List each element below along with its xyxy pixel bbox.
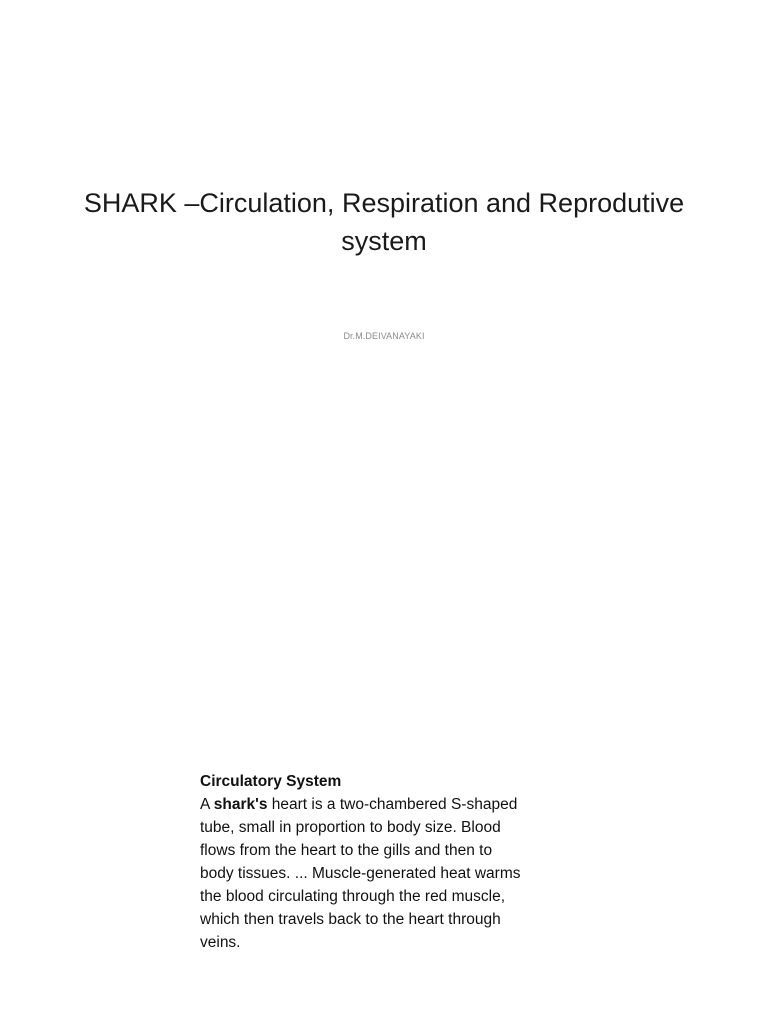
body-line-6: which then travels back to the heart through [200, 911, 501, 928]
title-line-2: system [341, 226, 427, 256]
body-line-7: veins. [200, 934, 241, 951]
body-line-4: body tissues. ... Muscle-generated heat warms [200, 865, 521, 882]
title-line-1: SHARK –Circulation, Respiration and Reprodutive [83, 188, 685, 218]
body-line-3: flows from the heart to the gills and then to [200, 842, 493, 859]
body-line-1-rest: heart is a two-chambered S-shaped [267, 796, 518, 813]
body-line-5: the blood circulating through the red muscle, [200, 888, 506, 905]
body-line-2: tube, small in proportion to body size. Blood [200, 819, 501, 836]
circulatory-system-section [200, 770, 580, 954]
author-name: Dr.M.DEIVANAYAKI [343, 331, 425, 341]
document-title [40, 184, 728, 260]
section-body [200, 793, 580, 954]
section-heading: Circulatory System [200, 773, 342, 790]
body-prefix: A [200, 796, 214, 813]
body-bold-term: shark's [213, 796, 268, 813]
